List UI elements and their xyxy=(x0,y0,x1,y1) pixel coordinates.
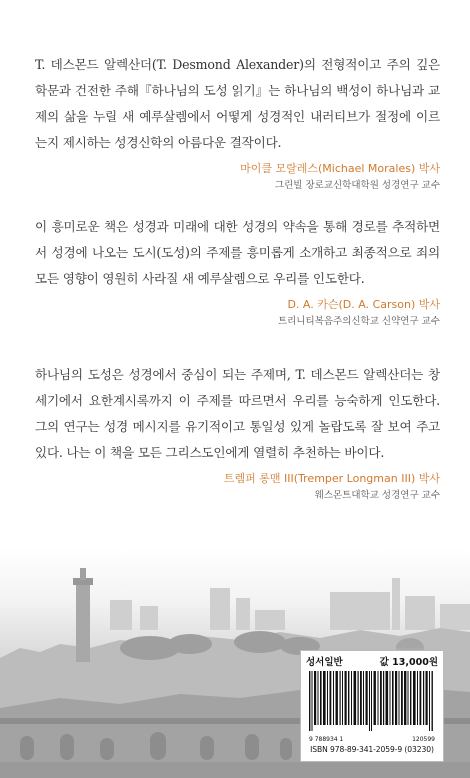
barcode-box xyxy=(300,650,444,762)
isbn-number: ISBN 978-89-341-2059-9 (03230) xyxy=(310,745,434,754)
endorsement-quote: T. 데스몬드 알렉산더(T. Desmond Alexander)의 전형적이고 주의 깊은 학문과 건전한 주해『하나님의 도성 읽기』는 하나님의 백성이 하나님과 교제의 삶을 누릴 새 예루살렘에서 어떻게 성경적인 내러티브가 절정에 이르는지 제시하는 성경신학의 아름다운 결작이다. xyxy=(35,57,440,150)
endorser-affiliation: 그린빌 장로교신학대학원 성경연구 교수 xyxy=(274,180,440,191)
barcode-digits xyxy=(301,736,443,743)
endorsement-1 xyxy=(35,52,440,193)
endorsement-quote: 이 흥미로운 책은 성경과 미래에 대한 성경의 약속을 통해 경로를 추적하면서 성경에 나오는 도시(도성)의 주제를 흥미롭게 소개하고 최종적으로 죄의 모든 영향이 영원히 사라질 새 예루살렘으로 우리를 인도한다. xyxy=(35,219,440,286)
book-price: 값 13,000원 xyxy=(379,657,438,668)
endorser-name: 트렘퍼 롱맨 III(Tremper Longman III) 박사 xyxy=(223,472,440,485)
endorser-name: 마이클 모랄레스(Michael Morales) 박사 xyxy=(240,162,440,175)
endorsement-quote: 하나님의 도성은 성경에서 중심이 되는 주제며, T. 데스몬드 알렉산더는 창세기에서 요한계시록까지 이 주제를 따르면서 우리를 능숙하게 인도한다. 그의 연구는 성경 메시지를 유기적이고 통일성 있게 놀랍도록 잘 보여 주고 있다. 나는 이 책을 모든 그리스도인에게 열렬히 추천하는 바이다. xyxy=(35,367,440,460)
endorser-affiliation: 트리니티복음주의신학교 신약연구 교수 xyxy=(277,316,440,327)
book-category: 성서일반 xyxy=(306,657,343,668)
barcode-digits-right: 120599 xyxy=(412,736,435,743)
endorsement-attribution xyxy=(35,296,440,329)
endorsement-3 xyxy=(35,362,440,503)
endorser-name: D. A. 카슨(D. A. Carson) 박사 xyxy=(287,298,440,311)
barcode-image xyxy=(307,671,437,731)
endorsement-2 xyxy=(35,214,440,329)
endorsement-attribution xyxy=(35,160,440,193)
endorsement-attribution xyxy=(35,470,440,503)
barcode-header xyxy=(301,651,443,669)
endorser-affiliation: 웨스몬트대학교 성경연구 교수 xyxy=(314,490,440,501)
barcode-digits-left: 9 788934 1 xyxy=(309,736,344,743)
